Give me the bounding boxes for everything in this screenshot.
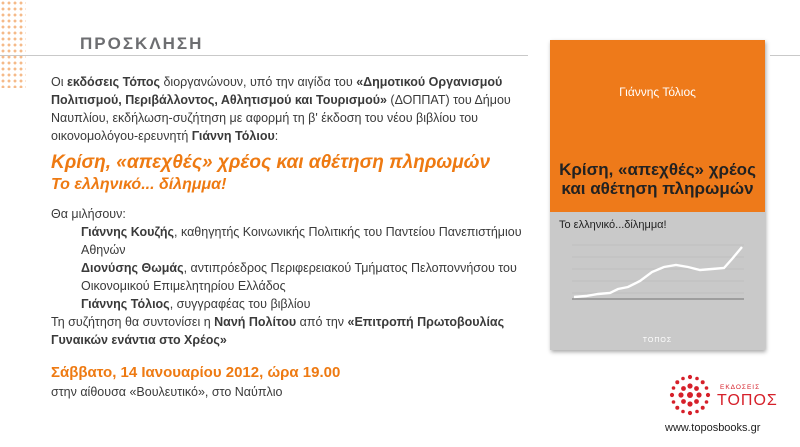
intro-text: Οι bbox=[51, 75, 67, 89]
event-date: Σάββατο, 14 Ιανουαρίου 2012, ώρα 19.00 bbox=[51, 364, 341, 381]
book-cover-author: Γιάννης Τόλιος bbox=[619, 85, 696, 99]
event-venue: στην αίθουσα «Βουλευτικό», στο Ναύπλιο bbox=[51, 385, 283, 399]
speaker-name: Γιάννης Τόλιος bbox=[81, 297, 170, 311]
speakers-label: Θα μιλήσουν: bbox=[51, 207, 126, 221]
speaker-description: , καθηγητής Κοινωνικής Πολιτικής του Παντείου Πανεπιστήμιου Αθηνών bbox=[81, 225, 522, 257]
header-divider-right bbox=[770, 55, 800, 56]
publisher-logo-big-text: ΤΟΠΟΣ bbox=[717, 392, 778, 409]
book-subtitle: Το ελληνικό... δίλημμα! bbox=[51, 176, 227, 193]
organization-name: «Δημοτικού Οργανισμού Πολιτισμού, Περιβάλλοντος, Αθλητισμού και Τουρισμού» bbox=[51, 75, 503, 107]
decorative-dot-pattern bbox=[0, 0, 26, 88]
page-title: ΠΡΟΣΚΛΗΣΗ bbox=[80, 34, 204, 53]
book-cover-lower-panel bbox=[550, 212, 765, 350]
speaker-description: , συγγραφέας του βιβλίου bbox=[169, 297, 311, 311]
moderator-text: Τη συζήτηση θα συντονίσει η bbox=[51, 315, 215, 329]
moderator-name: Νανή Πολίτου bbox=[214, 315, 297, 329]
publisher-url: www.toposbooks.gr bbox=[665, 422, 761, 434]
header-divider bbox=[0, 55, 528, 56]
publisher-logo-small-text: ΕΚΔΟΣΕΙΣ bbox=[720, 384, 761, 391]
publisher-logo bbox=[660, 365, 780, 419]
invitation-text bbox=[51, 73, 531, 401]
intro-text: διοργανώνουν, υπό την αιγίδα του bbox=[159, 75, 357, 89]
speaker-item bbox=[51, 259, 531, 295]
moderator-text: από την bbox=[296, 315, 348, 329]
speaker-description: , αντιπρόεδρος Περιφερειακού Τμήματος Πελοποννήσου του Οικονομικού Επιμελητηρίου Ελλάδος bbox=[81, 261, 517, 293]
intro-text: (ΔΟΠΠΑΤ) του Δήμου Ναυπλίου, εκδήλωση-συζήτηση με αφορμή τη β' έκδοση του νέου βιβλίου του οικονομολόγου-ερευνητή bbox=[51, 93, 511, 143]
speaker-item bbox=[51, 223, 531, 259]
intro-text: : bbox=[274, 129, 279, 143]
book-cover bbox=[550, 40, 765, 350]
intro-paragraph bbox=[51, 73, 531, 145]
book-cover-title bbox=[550, 160, 765, 198]
speaker-item bbox=[51, 295, 531, 313]
moderator-paragraph bbox=[51, 313, 531, 349]
book-title: Κρίση, «απεχθές» χρέος και αθέτηση πληρωμών bbox=[51, 152, 491, 173]
book-cover-title-line: Κρίση, «απεχθές» χρέος bbox=[559, 160, 756, 179]
book-cover-subtitle: Το ελληνικό...δίλημμα! bbox=[559, 219, 667, 231]
book-cover-chart-illustration bbox=[558, 237, 748, 309]
moderator-organization: «Επιτροπή Πρωτοβουλίας Γυναικών ενάντια στο Χρέος» bbox=[51, 315, 505, 347]
book-cover-title-line: και αθέτηση πληρωμών bbox=[561, 179, 754, 198]
book-cover-publisher-mark: ΤΟΠΟΣ bbox=[642, 337, 673, 344]
author-name: Γιάννη Τόλιου bbox=[191, 129, 275, 143]
publisher-name: εκδόσεις Τόπος bbox=[66, 75, 160, 89]
speaker-name: Διονύσης Θωμάς bbox=[81, 261, 184, 275]
speaker-name: Γιάννης Κουζής bbox=[81, 225, 175, 239]
